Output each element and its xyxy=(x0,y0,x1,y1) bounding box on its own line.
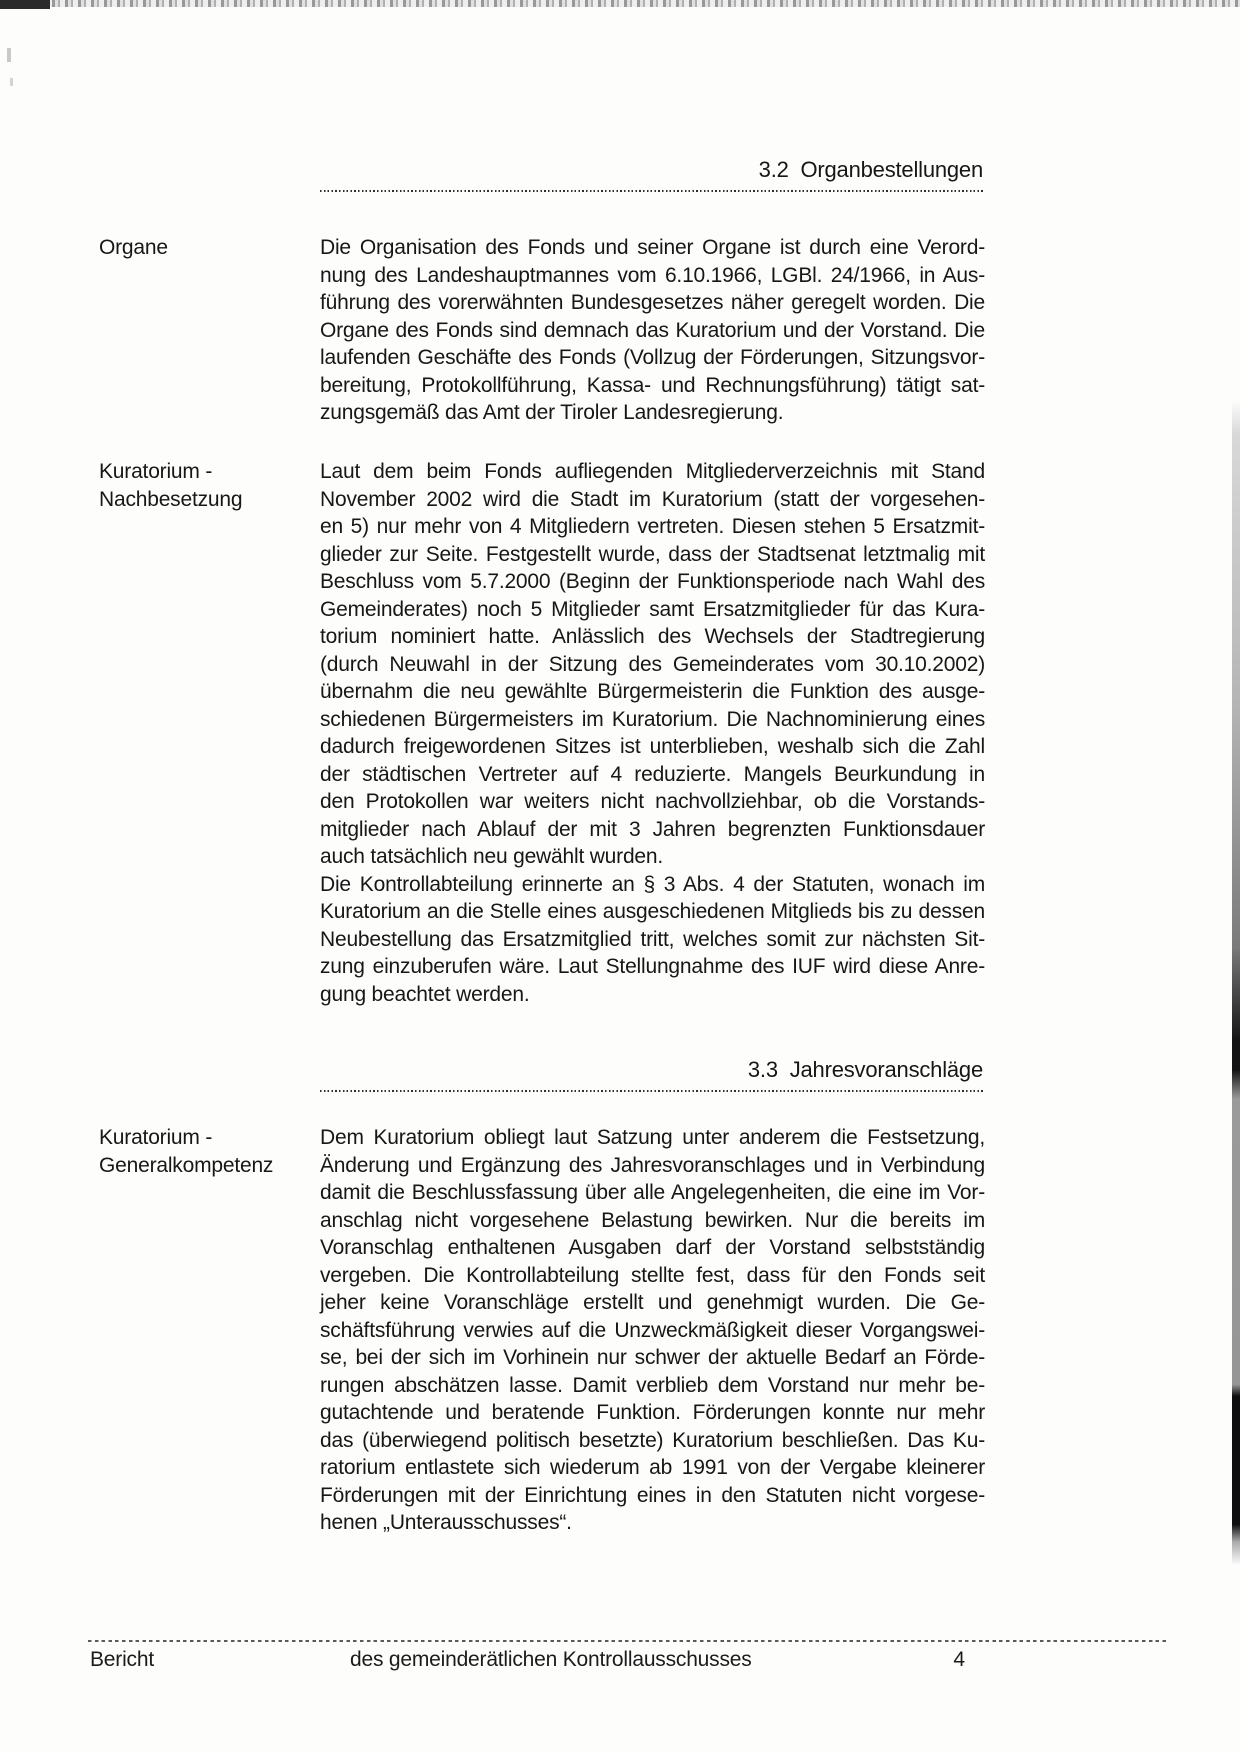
text-line: Die Kontrollabteilung erinnerte an § 3 Abs. 4 der Statuten, wonach im xyxy=(320,872,985,896)
text-line: Organe des Fonds sind demnach das Kuratorium und der Vorstand. Die xyxy=(320,318,985,342)
footer-page-number: 4 xyxy=(953,1648,965,1671)
text-line: übernahm die neu gewählte Bürgermeisterin die Funktion des ausge- xyxy=(320,680,985,703)
text-line: Gemeinderates) noch 5 Mitglieder samt Ersatzmitglieder für das Kura- xyxy=(320,597,985,621)
text-line: gutachtende und beratende Funktion. Förderungen konnte nur mehr xyxy=(320,1401,985,1424)
text-line: Voranschlag enthaltenen Ausgaben darf der Vorstand selbstständig xyxy=(320,1236,985,1259)
paragraph-organe xyxy=(320,234,985,427)
scan-artifact-right-edge xyxy=(1232,400,1240,1565)
label-line: Kuratorium - xyxy=(99,460,213,483)
section-heading-33 xyxy=(320,1054,985,1092)
text-line: damit die Beschlussfassung über alle Angelegenheiten, die eine im Vor- xyxy=(320,1181,985,1204)
section-heading-32 xyxy=(320,154,985,192)
text-line: Beschluss vom 5.7.2000 (Beginn der Funktionsperiode nach Wahl des xyxy=(320,570,985,593)
text-line: Laut dem beim Fonds aufliegenden Mitgliederverzeichnis mit Stand xyxy=(320,460,985,483)
text-line: Dem Kuratorium obliegt laut Satzung unter anderem die Festsetzung, xyxy=(320,1126,985,1149)
text-line: zung einzuberufen wäre. Laut Stellungnahme des IUF wird diese Anre- xyxy=(320,955,985,978)
text-line: bereitung, Protokollführung, Kassa- und Rechnungsführung) tätigt sat- xyxy=(320,373,985,397)
text-line: das (überwiegend politisch besetzte) Kuratorium beschließen. Das Ku- xyxy=(320,1428,985,1452)
text-line: glieder zur Seite. Festgestellt wurde, dass der Stadtsenat letztmalig mit xyxy=(320,542,985,566)
text-line: en 5) nur mehr von 4 Mitgliedern vertreten. Diesen stehen 5 Ersatzmit- xyxy=(320,515,985,538)
margin-label-kuratorium-generalkompetenz xyxy=(99,1124,314,1179)
text-line: der städtischen Vertreter auf 4 reduzierte. Mangels Beurkundung in xyxy=(320,762,985,786)
footer-dashed-rule xyxy=(88,1640,1166,1642)
scan-artifact-top-edge xyxy=(0,0,1240,7)
text-line: henen „Unterausschusses“. xyxy=(320,1511,572,1534)
text-line: Kuratorium an die Stelle eines ausgeschiedenen Mitglieds bis zu dessen xyxy=(320,900,985,923)
text-line: gung beachtet werden. xyxy=(320,982,530,1006)
label-line: Organe xyxy=(99,236,168,259)
dotted-rule xyxy=(320,1090,985,1092)
text-line: dadurch freigewordenen Sitzes ist unterblieben, weshalb sich die Zahl xyxy=(320,735,985,758)
label-line: Generalkompetenz xyxy=(99,1153,274,1177)
footer-report-title: des gemeinderätlichen Kontrollausschusses xyxy=(350,1648,752,1671)
label-line: Nachbesetzung xyxy=(99,487,243,511)
text-line: mitglieder nach Ablauf der mit 3 Jahren begrenzten Funktionsdauer xyxy=(320,817,985,841)
dotted-rule xyxy=(320,190,985,192)
text-line: jeher keine Voranschläge erstellt und genehmigt wurden. Die Ge- xyxy=(320,1291,985,1314)
paragraph-kuratorium-nachbesetzung xyxy=(320,458,985,1008)
label-line: Kuratorium - xyxy=(99,1126,213,1149)
text-line: Förderungen mit der Einrichtung eines in den Statuten nicht vorgese- xyxy=(320,1483,985,1507)
text-line: rungen abschätzen lasse. Damit verblieb dem Vorstand nur mehr be- xyxy=(320,1373,985,1397)
text-line: schiedenen Bürgermeisters im Kuratorium. Die Nachnominierung eines xyxy=(320,707,985,731)
text-line: torium nominiert hatte. Anlässlich des Wechsels der Stadtregierung xyxy=(320,625,985,648)
section-heading-32-text: 3.2 Organbestellungen xyxy=(758,157,983,182)
text-line: laufenden Geschäfte des Fonds (Vollzug der Förderungen, Sitzungsvor- xyxy=(320,346,985,369)
text-line: schäftsführung verwies auf die Unzweckmäßigkeit dieser Vorgangswei- xyxy=(320,1318,985,1342)
text-line: Die Organisation des Fonds und seiner Organe ist durch eine Verord- xyxy=(320,236,985,259)
text-line: den Protokollen war weiters nicht nachvollziehbar, ob die Vorstands- xyxy=(320,790,985,813)
text-line: Änderung und Ergänzung des Jahresvoranschlages und in Verbindung xyxy=(320,1153,985,1177)
paragraph-kuratorium-generalkompetenz xyxy=(320,1124,985,1537)
margin-label-kuratorium-nachbesetzung xyxy=(99,458,314,513)
text-line: se, bei der sich im Vorhinein nur schwer der aktuelle Bedarf an Förde- xyxy=(320,1346,985,1369)
text-line: führung des vorerwähnten Bundesgesetzes näher geregelt worden. Die xyxy=(320,291,985,314)
scan-speck xyxy=(10,78,13,86)
text-line: (durch Neuwahl in der Sitzung des Gemeinderates vom 30.10.2002) xyxy=(320,652,985,676)
text-line: nung des Landeshauptmannes vom 6.10.1966, LGBl. 24/1966, in Aus- xyxy=(320,263,985,287)
text-line: anschlag nicht vorgesehene Belastung bewirken. Nur die bereits im xyxy=(320,1208,985,1232)
margin-label-organe xyxy=(99,234,314,262)
text-line: Neubestellung das Ersatzmitglied tritt, welches somit zur nächsten Sit- xyxy=(320,927,985,951)
text-line: zungsgemäß das Amt der Tiroler Landesregierung. xyxy=(320,401,784,424)
scan-speck xyxy=(7,48,11,62)
text-line: ratorium entlastete sich wiederum ab 1991 von der Vergabe kleinerer xyxy=(320,1456,985,1479)
footer-report-label: Bericht xyxy=(90,1648,154,1671)
text-line: auch tatsächlich neu gewählt wurden. xyxy=(320,845,664,868)
section-heading-33-text: 3.3 Jahresvoranschläge xyxy=(747,1057,983,1082)
text-line: vergeben. Die Kontrollabteilung stellte fest, dass für den Fonds seit xyxy=(320,1263,985,1287)
text-line: November 2002 wird die Stadt im Kuratorium (statt der vorgesehen- xyxy=(320,487,985,511)
